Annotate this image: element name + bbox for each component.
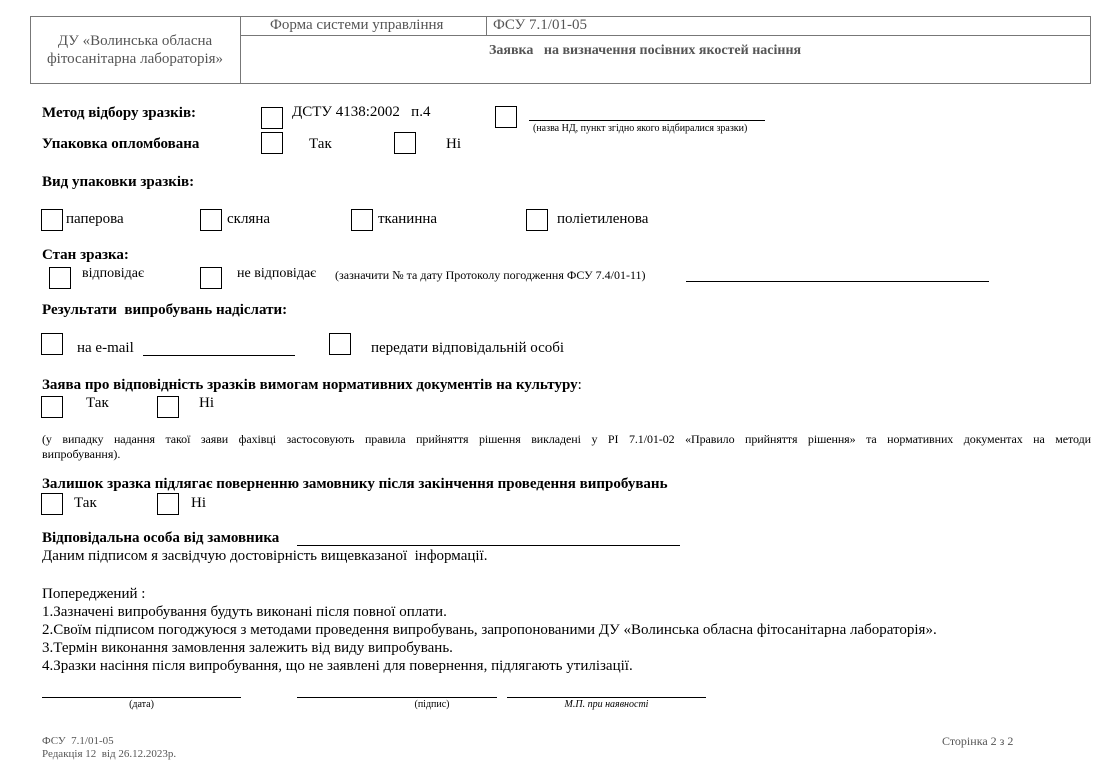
- signature-caption: (підпис): [414, 699, 450, 710]
- responsible-statement: Даним підписом я засвідчую достовірність вищевказаної інформації.: [42, 548, 488, 564]
- date-caption: (дата): [129, 699, 154, 710]
- condition-not-ok-checkbox[interactable]: [200, 267, 222, 289]
- remainder-no-checkbox[interactable]: [157, 493, 179, 515]
- conformity-note-line2: випробування).: [42, 447, 121, 461]
- remainder-label: Залишок зразка підлягає поверненню замовнику після закінчення проведення випробувань: [42, 476, 668, 492]
- email-input-line[interactable]: [143, 355, 295, 356]
- warning-item-4: 4.Зразки насіння після випробування, що не заявлені для повернення, підлягають утилізації.: [42, 658, 633, 674]
- warning-item-3: 3.Термін виконання замовлення залежить від виду випробувань.: [42, 640, 453, 656]
- packaging-label: Вид упаковки зразків:: [42, 174, 195, 190]
- packaging-fabric-label: тканинна: [378, 211, 438, 227]
- conformity-no-label: Ні: [199, 395, 214, 411]
- conformity-no-checkbox[interactable]: [157, 396, 179, 418]
- condition-label: Стан зразка:: [42, 247, 129, 263]
- results-person-label: передати відповідальній особі: [371, 340, 565, 356]
- packaging-glass-label: скляна: [227, 211, 271, 227]
- warnings-title: Попереджений :: [42, 586, 146, 602]
- packaging-fabric-checkbox[interactable]: [351, 209, 373, 231]
- packaging-paper-label: паперова: [66, 211, 124, 227]
- sealed-no-label: Ні: [446, 136, 461, 152]
- condition-not-ok-label: не відповідає: [237, 266, 317, 281]
- responsible-input-line[interactable]: [297, 545, 680, 546]
- footer-revision: Редакція 12 від 26.12.2023р.: [42, 748, 177, 760]
- remainder-yes-label: Так: [74, 495, 97, 511]
- sealed-no-checkbox[interactable]: [394, 132, 416, 154]
- form-title: Заявка на визначення посівних якостей насіння: [489, 43, 802, 58]
- condition-protocol-line[interactable]: [686, 281, 989, 282]
- sealed-label: Упаковка опломбована: [42, 136, 200, 152]
- footer-code: ФСУ 7.1/01-05: [42, 735, 114, 747]
- form-code: ФСУ 7.1/01-05: [493, 17, 587, 33]
- sampling-other-checkbox[interactable]: [495, 106, 517, 128]
- date-input-line[interactable]: [42, 697, 241, 698]
- nd-input-line[interactable]: [529, 120, 765, 121]
- sampling-label: Метод відбору зразків:: [42, 105, 197, 121]
- warning-item-1: 1.Зазначені випробування будуть виконані після повної оплати.: [42, 604, 447, 620]
- conformity-colon: :: [577, 377, 582, 393]
- condition-ok-label: відповідає: [82, 266, 144, 281]
- warning-item-2: 2.Своїм підписом погоджуюся з методами проведення випробувань, запропонованими ДУ «Волинська обласна фітосанітарна лабораторія».: [42, 622, 937, 638]
- conformity-label: [42, 377, 582, 394]
- footer-page: Сторінка 2 з 2: [942, 734, 1014, 748]
- packaging-paper-checkbox[interactable]: [41, 209, 63, 231]
- results-label: Результати випробувань надіслати:: [42, 302, 288, 318]
- conformity-yes-label: Так: [86, 395, 109, 411]
- condition-note: (зазначити № та дату Протоколу погодження ФСУ 7.4/01-11): [335, 268, 646, 282]
- conformity-note-line1: (у випадку надання такої заяви фахівці застосовують правила прийняття рішення викладені у РІ 7.1/01-02 «Правило прийняття рішення» та нормативних документах на методи: [42, 432, 1091, 446]
- remainder-yes-checkbox[interactable]: [41, 493, 63, 515]
- condition-ok-checkbox[interactable]: [49, 267, 71, 289]
- sampling-dstu-label: ДСТУ 4138:2002 п.4: [292, 104, 431, 120]
- responsible-label: Відповідальна особа від замовника: [42, 530, 280, 546]
- results-email-checkbox[interactable]: [41, 333, 63, 355]
- packaging-glass-checkbox[interactable]: [200, 209, 222, 231]
- org-name: ДУ «Волинська обласна фітосанітарна лабораторія»: [46, 33, 224, 67]
- header-code-divider: [486, 16, 487, 35]
- packaging-polyethylene-checkbox[interactable]: [526, 209, 548, 231]
- stamp-caption: М.П. при наявності: [564, 699, 649, 710]
- stamp-line[interactable]: [507, 697, 706, 698]
- conformity-label-text: Заява про відповідність зразків вимогам нормативних документів на культуру: [42, 377, 578, 393]
- header-divider: [240, 35, 1091, 36]
- conformity-yes-checkbox[interactable]: [41, 396, 63, 418]
- sealed-yes-checkbox[interactable]: [261, 132, 283, 154]
- remainder-no-label: Ні: [191, 495, 206, 511]
- sampling-dstu-checkbox[interactable]: [261, 107, 283, 129]
- packaging-polyethylene-label: поліетиленова: [557, 211, 649, 227]
- form-label: Форма системи управління: [270, 17, 444, 33]
- results-email-label: на e-mail: [77, 340, 134, 356]
- nd-caption: (назва НД, пункт згідно якого відбиралися зразки): [533, 123, 748, 134]
- results-person-checkbox[interactable]: [329, 333, 351, 355]
- signature-input-line[interactable]: [297, 697, 497, 698]
- sealed-yes-label: Так: [309, 136, 332, 152]
